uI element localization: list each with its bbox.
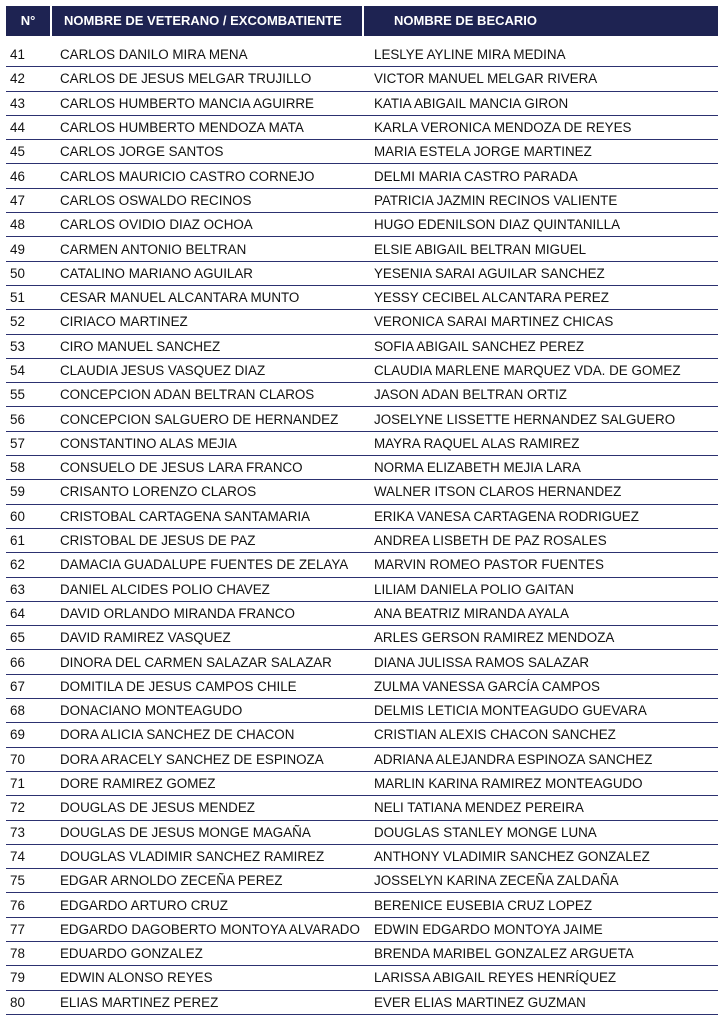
row-number: 80 — [10, 994, 25, 1010]
table-row — [6, 140, 718, 164]
veteran-name: DOUGLAS DE JESUS MENDEZ — [60, 800, 255, 816]
row-number: 78 — [10, 946, 25, 962]
table-row — [6, 748, 718, 772]
scholar-name: JOSELYNE LISSETTE HERNANDEZ SALGUERO — [374, 411, 676, 427]
scholar-name: MARVIN ROMEO PASTOR FUENTES — [374, 557, 604, 573]
row-number: 58 — [10, 460, 25, 476]
row-number: 47 — [10, 192, 25, 208]
veteran-name: DONACIANO MONTEAGUDO — [60, 703, 243, 719]
row-number: 73 — [10, 824, 25, 840]
row-number: 75 — [10, 873, 25, 889]
veteran-name: CARLOS MAURICIO CASTRO CORNEJO — [60, 168, 315, 184]
veteran-name: DOUGLAS DE JESUS MONGE MAGAÑA — [60, 824, 311, 840]
row-number: 67 — [10, 678, 25, 694]
table-row — [6, 966, 718, 990]
scholar-name: HUGO EDENILSON DIAZ QUINTANILLA — [374, 217, 621, 233]
scholar-name: LILIAM DANIELA POLIO GAITAN — [374, 581, 574, 597]
table-row — [6, 432, 718, 456]
table-row — [6, 918, 718, 942]
row-number: 77 — [10, 921, 25, 937]
veteran-name: CRISANTO LORENZO CLAROS — [60, 484, 257, 500]
veteran-name: CATALINO MARIANO AGUILAR — [60, 265, 253, 281]
veteran-name: CONSUELO DE JESUS LARA FRANCO — [60, 460, 303, 476]
veteran-name: EDGARDO ARTURO CRUZ — [60, 897, 228, 913]
veteran-name: DOMITILA DE JESUS CAMPOS CHILE — [60, 678, 297, 694]
row-number: 66 — [10, 654, 25, 670]
scholar-name: ERIKA VANESA CARTAGENA RODRIGUEZ — [374, 508, 639, 524]
header-veteran-name: NOMBRE DE VETERANO / EXCOMBATIENTE — [52, 6, 364, 36]
scholar-name: DELMI MARIA CASTRO PARADA — [374, 168, 578, 184]
table-row — [6, 164, 718, 188]
row-number: 57 — [10, 435, 25, 451]
scholar-name: EVER ELIAS MARTINEZ GUZMAN — [374, 994, 586, 1010]
veteran-name: CONCEPCION SALGUERO DE HERNANDEZ — [60, 411, 339, 427]
veteran-name: DANIEL ALCIDES POLIO CHAVEZ — [60, 581, 270, 597]
scholar-name: JASON ADAN BELTRAN ORTIZ — [374, 387, 567, 403]
table-row — [6, 116, 718, 140]
veteran-name: CARLOS HUMBERTO MANCIA AGUIRRE — [60, 95, 314, 111]
veteran-name: DAVID ORLANDO MIRANDA FRANCO — [60, 605, 295, 621]
table-row — [6, 92, 718, 116]
row-number: 53 — [10, 338, 25, 354]
scholar-name: SOFIA ABIGAIL SANCHEZ PEREZ — [374, 338, 585, 354]
scholar-name: ARLES GERSON RAMIREZ MENDOZA — [374, 630, 615, 646]
scholar-name: KARLA VERONICA MENDOZA DE REYES — [374, 120, 632, 136]
row-number: 46 — [10, 168, 25, 184]
header-number: N° — [6, 6, 52, 36]
row-number: 74 — [10, 848, 25, 864]
veteran-name: CESAR MANUEL ALCANTARA MUNTO — [60, 290, 300, 306]
veteran-name: CARLOS OVIDIO DIAZ OCHOA — [60, 217, 253, 233]
row-number: 52 — [10, 314, 25, 330]
veteran-name: CARLOS DE JESUS MELGAR TRUJILLO — [60, 71, 312, 87]
veteran-name: EDWIN ALONSO REYES — [60, 970, 213, 986]
scholar-name: VICTOR MANUEL MELGAR RIVERA — [374, 71, 598, 87]
table-row — [6, 359, 718, 383]
row-number: 69 — [10, 727, 25, 743]
scholar-name: BERENICE EUSEBIA CRUZ LOPEZ — [374, 897, 593, 913]
scholar-name: EDWIN EDGARDO MONTOYA JAIME — [374, 921, 603, 937]
table-row — [6, 456, 718, 480]
table-row — [6, 310, 718, 334]
scholar-name: ANA BEATRIZ MIRANDA AYALA — [374, 605, 569, 621]
scholar-name: ANTHONY VLADIMIR SANCHEZ GONZALEZ — [374, 848, 650, 864]
row-number: 79 — [10, 970, 25, 986]
scholar-name: JOSSELYN KARINA ZECEÑA ZALDAÑA — [374, 873, 619, 889]
scholar-name: KATIA ABIGAIL MANCIA GIRON — [374, 95, 569, 111]
table-row — [6, 869, 718, 893]
table-row — [6, 505, 718, 529]
veteran-name: CIRIACO MARTINEZ — [60, 314, 188, 330]
table-row — [6, 213, 718, 237]
table-row — [6, 335, 718, 359]
veteran-name: DORE RAMIREZ GOMEZ — [60, 776, 216, 792]
header-scholar-name: NOMBRE DE BECARIO — [394, 13, 538, 28]
row-number: 68 — [10, 703, 25, 719]
row-number: 76 — [10, 897, 25, 913]
table-row — [6, 407, 718, 431]
table-header — [6, 6, 718, 36]
veteran-name: CARLOS DANILO MIRA MENA — [60, 47, 248, 63]
row-number: 71 — [10, 776, 25, 792]
scholar-name: BRENDA MARIBEL GONZALEZ ARGUETA — [374, 946, 634, 962]
row-number: 51 — [10, 290, 25, 306]
table-row — [6, 650, 718, 674]
table-row — [6, 578, 718, 602]
scholar-name: YESSY CECIBEL ALCANTARA PEREZ — [374, 290, 609, 306]
veteran-name: CARLOS HUMBERTO MENDOZA MATA — [60, 120, 304, 136]
table-row — [6, 383, 718, 407]
veteran-name: DAVID RAMIREZ VASQUEZ — [60, 630, 231, 646]
scholar-name: ANDREA LISBETH DE PAZ ROSALES — [374, 533, 607, 549]
scholar-name: PATRICIA JAZMIN RECINOS VALIENTE — [374, 192, 618, 208]
table-body — [6, 43, 718, 1015]
veteran-name: DORA ALICIA SANCHEZ DE CHACON — [60, 727, 295, 743]
row-number: 41 — [10, 47, 25, 63]
veteran-name: DAMACIA GUADALUPE FUENTES DE ZELAYA — [60, 557, 349, 573]
row-number: 62 — [10, 557, 25, 573]
row-number: 42 — [10, 71, 25, 87]
scholar-name: NORMA ELIZABETH MEJIA LARA — [374, 460, 581, 476]
veteran-name: CONSTANTINO ALAS MEJIA — [60, 435, 237, 451]
table-row — [6, 67, 718, 91]
veteran-name: ELIAS MARTINEZ PEREZ — [60, 994, 219, 1010]
veteran-name: CARLOS JORGE SANTOS — [60, 144, 224, 160]
table-row — [6, 480, 718, 504]
scholar-name: CRISTIAN ALEXIS CHACON SANCHEZ — [374, 727, 616, 743]
row-number: 55 — [10, 387, 25, 403]
scholar-name: DIANA JULISSA RAMOS SALAZAR — [374, 654, 590, 670]
scholar-name: DELMIS LETICIA MONTEAGUDO GUEVARA — [374, 703, 647, 719]
row-number: 65 — [10, 630, 25, 646]
scholar-name: MAYRA RAQUEL ALAS RAMIREZ — [374, 435, 580, 451]
veteran-name: CARMEN ANTONIO BELTRAN — [60, 241, 247, 257]
table-row — [6, 237, 718, 261]
scholar-name: ADRIANA ALEJANDRA ESPINOZA SANCHEZ — [374, 751, 653, 767]
row-number: 44 — [10, 120, 25, 136]
veteran-name: DOUGLAS VLADIMIR SANCHEZ RAMIREZ — [60, 848, 325, 864]
veteran-name: CARLOS OSWALDO RECINOS — [60, 192, 252, 208]
scholar-name: NELI TATIANA MENDEZ PEREIRA — [374, 800, 584, 816]
row-number: 45 — [10, 144, 25, 160]
table-row — [6, 189, 718, 213]
scholar-name: MARLIN KARINA RAMIREZ MONTEAGUDO — [374, 776, 643, 792]
table-row — [6, 626, 718, 650]
table-row — [6, 796, 718, 820]
scholar-name: LESLYE AYLINE MIRA MEDINA — [374, 47, 566, 63]
scholar-name: CLAUDIA MARLENE MARQUEZ VDA. DE GOMEZ — [374, 363, 681, 378]
table-row — [6, 845, 718, 869]
veteran-name: EDGARDO DAGOBERTO MONTOYA ALVARADO — [60, 921, 360, 937]
beneficiaries-table — [6, 6, 718, 1015]
row-number: 50 — [10, 265, 25, 281]
scholar-name: DOUGLAS STANLEY MONGE LUNA — [374, 824, 597, 840]
table-row — [6, 286, 718, 310]
table-row — [6, 699, 718, 723]
scholar-name: ZULMA VANESSA GARCÍA CAMPOS — [374, 678, 600, 694]
scholar-name: ELSIE ABIGAIL BELTRAN MIGUEL — [374, 241, 587, 257]
row-number: 72 — [10, 800, 25, 816]
table-row — [6, 723, 718, 747]
table-row — [6, 675, 718, 699]
table-row — [6, 602, 718, 626]
row-number: 63 — [10, 581, 25, 597]
veteran-name: CRISTOBAL DE JESUS DE PAZ — [60, 533, 256, 549]
table-row — [6, 553, 718, 577]
table-row — [6, 772, 718, 796]
veteran-name: DINORA DEL CARMEN SALAZAR SALAZAR — [60, 654, 332, 670]
scholar-name: WALNER ITSON CLAROS HERNANDEZ — [374, 484, 622, 500]
row-number: 43 — [10, 95, 25, 111]
row-number: 70 — [10, 751, 25, 767]
row-number: 59 — [10, 484, 25, 500]
scholar-name: VERONICA SARAI MARTINEZ CHICAS — [374, 314, 614, 330]
row-number: 56 — [10, 411, 25, 427]
scholar-name: LARISSA ABIGAIL REYES HENRÍQUEZ — [374, 970, 617, 986]
table-row — [6, 893, 718, 917]
row-number: 60 — [10, 508, 25, 524]
table-row — [6, 529, 718, 553]
scholar-name: YESENIA SARAI AGUILAR SANCHEZ — [374, 265, 605, 281]
veteran-name: CIRO MANUEL SANCHEZ — [60, 338, 221, 354]
scholar-name: MARIA ESTELA JORGE MARTINEZ — [374, 144, 592, 160]
veteran-name: CRISTOBAL CARTAGENA SANTAMARIA — [60, 508, 311, 524]
table-row — [6, 43, 718, 67]
table-row — [6, 942, 718, 966]
row-number: 48 — [10, 217, 25, 233]
table-row — [6, 262, 718, 286]
veteran-name: DORA ARACELY SANCHEZ DE ESPINOZA — [60, 751, 324, 767]
veteran-name: EDGAR ARNOLDO ZECEÑA PEREZ — [60, 873, 283, 889]
table-row — [6, 821, 718, 845]
veteran-name: EDUARDO GONZALEZ — [60, 946, 203, 962]
table-row — [6, 991, 718, 1015]
row-number: 54 — [10, 363, 25, 378]
row-number: 61 — [10, 533, 25, 549]
veteran-name: CONCEPCION ADAN BELTRAN CLAROS — [60, 387, 315, 403]
row-number: 49 — [10, 241, 25, 257]
row-number: 64 — [10, 605, 25, 621]
veteran-name: CLAUDIA JESUS VASQUEZ DIAZ — [60, 363, 266, 378]
